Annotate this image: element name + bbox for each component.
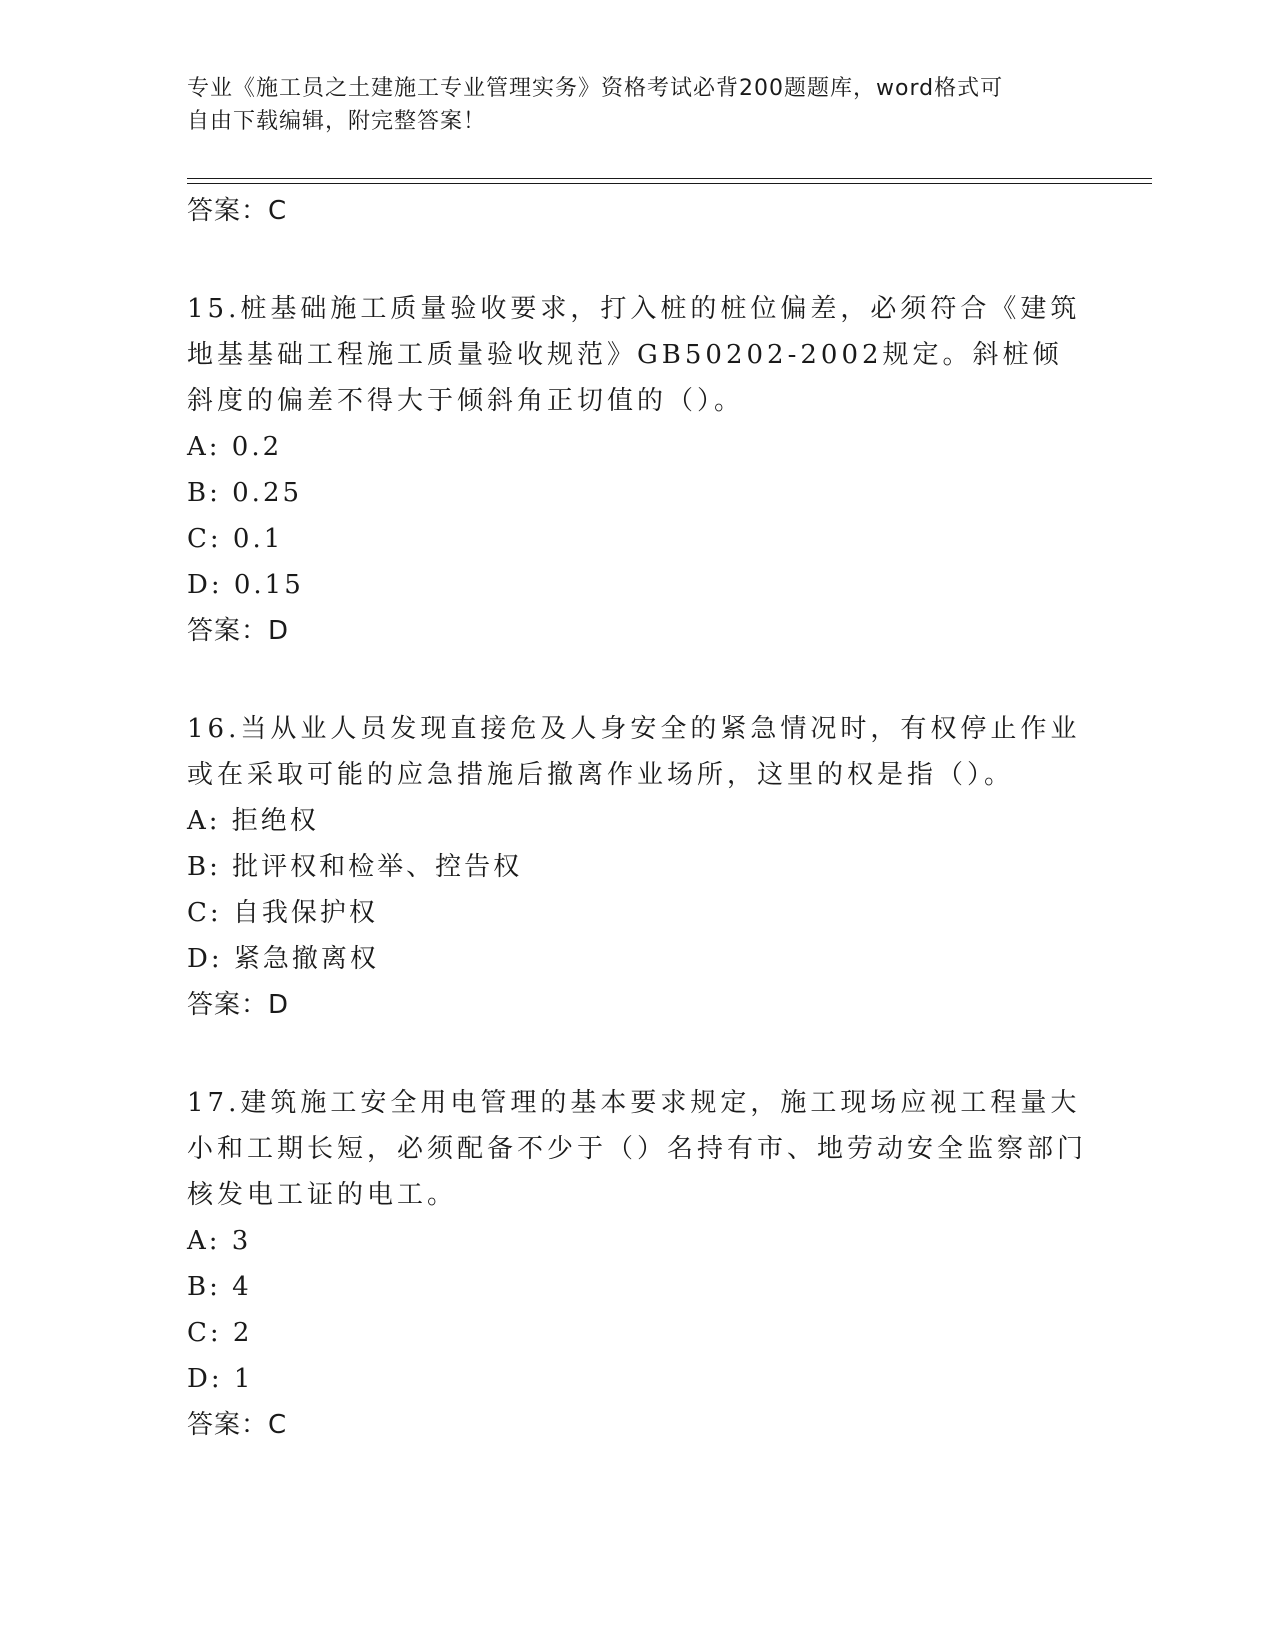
option-b: B: 4 [187, 1272, 252, 1302]
question-15 [187, 286, 1087, 654]
option-a: A: 0.2 [187, 432, 283, 462]
question-answer: 答案：D [187, 990, 290, 1020]
question-answer: 答案：D [187, 616, 290, 646]
option-c: C: 2 [187, 1318, 253, 1348]
question-stem: 17.建筑施工安全用电管理的基本要求规定，施工现场应视工程量大小和工期长短，必须配备不少于（）名持有市、地劳动安全监察部门核发电工证的电工。 [187, 1088, 1088, 1210]
option-a: A: 3 [187, 1226, 252, 1256]
question-16 [187, 706, 1087, 1028]
header-divider-double [187, 183, 1152, 184]
option-a: A: 拒绝权 [187, 806, 319, 836]
question-answer: 答案：C [187, 1410, 288, 1440]
question-stem: 16.当从业人员发现直接危及人身安全的紧急情况时，有权停止作业或在采取可能的应急措施后撤离作业场所，这里的权是指（）。 [187, 714, 1081, 790]
option-c: C: 0.1 [187, 524, 284, 554]
option-d: D: 紧急撤离权 [187, 944, 379, 974]
document-body [187, 188, 1087, 1448]
option-d: D: 0.15 [187, 570, 304, 600]
question-stem: 15.桩基础施工质量验收要求，打入桩的桩位偏差，必须符合《建筑地基基础工程施工质量验收规范》GB50202-2002规定。斜桩倾斜度的偏差不得大于倾斜角正切值的（）。 [187, 294, 1081, 416]
option-c: C: 自我保护权 [187, 898, 378, 928]
option-b: B: 批评权和检举、控告权 [187, 852, 523, 882]
header-divider [187, 178, 1152, 179]
option-d: D: 1 [187, 1364, 254, 1394]
question-17 [187, 1080, 1087, 1448]
option-b: B: 0.25 [187, 478, 303, 508]
page-header: 专业《施工员之土建施工专业管理实务》资格考试必背200题题库，word格式可 自由下载编辑，附完整答案！ [187, 76, 1004, 134]
previous-question-answer: 答案：C [187, 196, 288, 226]
